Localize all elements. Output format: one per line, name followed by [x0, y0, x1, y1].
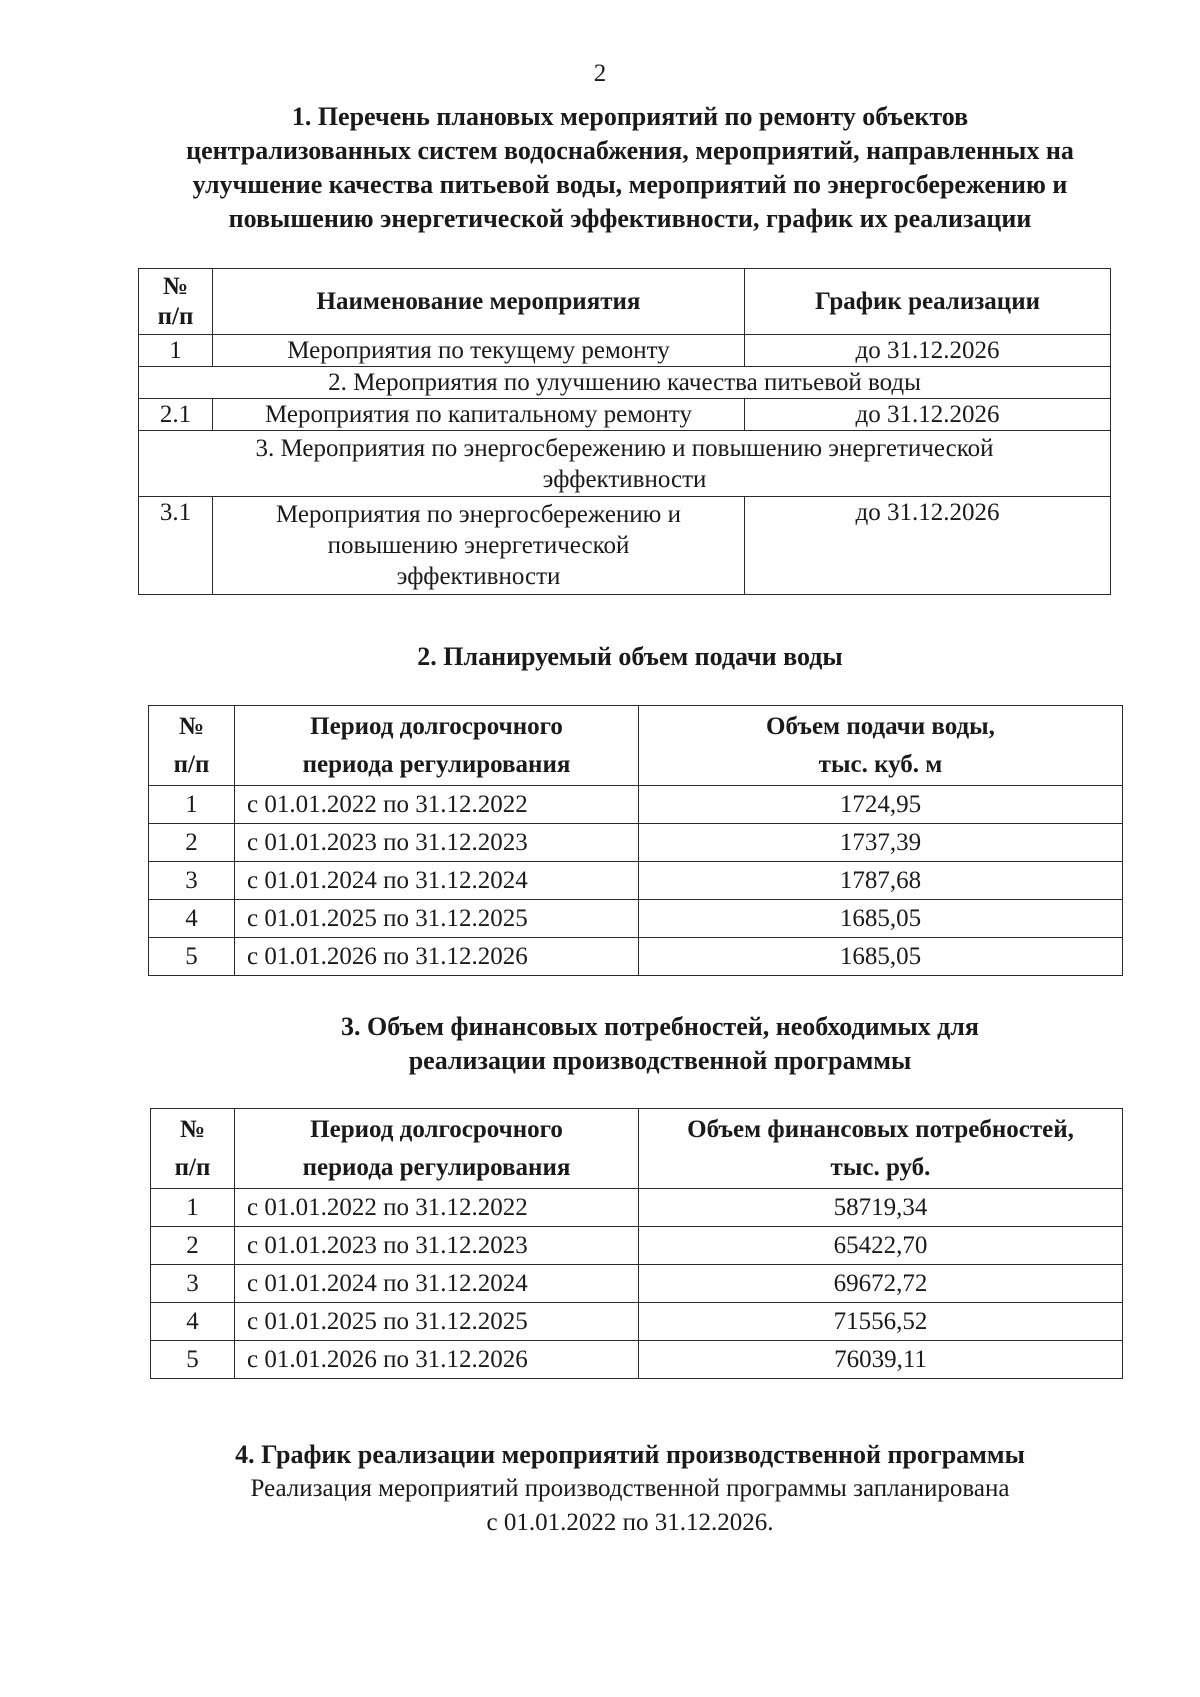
column-header-financial: Объем финансовых потребностей, тыс. руб.: [639, 1109, 1123, 1189]
heading-line: 3. Объем финансовых потребностей, необходимых для: [341, 1012, 979, 1041]
table-row: [149, 862, 1123, 900]
section3-heading: [170, 1010, 1150, 1078]
table-row: [151, 1341, 1123, 1379]
measure-schedule: до 31.12.2026: [745, 497, 1111, 595]
table-header-row: [151, 1109, 1123, 1189]
volume-cell: 1685,05: [639, 900, 1123, 938]
financial-cell: 58719,34: [639, 1189, 1123, 1227]
measures-table: [138, 268, 1111, 595]
column-header-num: № п/п: [151, 1109, 235, 1189]
heading-line: 2. Планируемый объем подачи воды: [417, 642, 843, 671]
period-cell: с 01.01.2023 по 31.12.2023: [235, 1227, 639, 1265]
table-row: [149, 786, 1123, 824]
row-number: 4: [151, 1303, 235, 1341]
period-cell: с 01.01.2023 по 31.12.2023: [235, 824, 639, 862]
table-row: [139, 497, 1111, 595]
row-number: 2: [149, 824, 235, 862]
row-number: 1: [149, 786, 235, 824]
column-header-name: Наименование мероприятия: [213, 269, 745, 335]
section2-heading: [140, 640, 1120, 674]
group-row: [139, 431, 1111, 497]
table-header-row: [149, 706, 1123, 786]
table-row: [151, 1265, 1123, 1303]
column-header-volume: Объем подачи воды, тыс. куб. м: [639, 706, 1123, 786]
heading-line: улучшение качества питьевой воды, мероприятий по энергосбережению и: [192, 170, 1068, 199]
section1-heading: [140, 100, 1120, 236]
section4-text-line: с 01.01.2022 по 31.12.2026.: [486, 1509, 774, 1536]
column-header-num: № п/п: [139, 269, 213, 335]
table-row: [151, 1227, 1123, 1265]
period-cell: с 01.01.2026 по 31.12.2026: [235, 938, 639, 976]
row-number: 1: [151, 1189, 235, 1227]
financial-cell: 69672,72: [639, 1265, 1123, 1303]
period-cell: с 01.01.2025 по 31.12.2025: [235, 900, 639, 938]
page-number: 2: [593, 60, 607, 87]
measure-schedule: до 31.12.2026: [745, 335, 1111, 367]
volume-cell: 1724,95: [639, 786, 1123, 824]
table-row: [149, 938, 1123, 976]
period-cell: с 01.01.2024 по 31.12.2024: [235, 1265, 639, 1303]
financial-cell: 71556,52: [639, 1303, 1123, 1341]
table-row: [151, 1303, 1123, 1341]
volume-cell: 1737,39: [639, 824, 1123, 862]
heading-line: централизованных систем водоснабжения, мероприятий, направленных на: [186, 136, 1074, 165]
row-number: 2.1: [139, 399, 213, 431]
financial-cell: 65422,70: [639, 1227, 1123, 1265]
financial-needs-table: [150, 1108, 1123, 1379]
row-number: 2: [151, 1227, 235, 1265]
column-header-schedule: График реализации: [745, 269, 1111, 335]
table-header-row: [139, 269, 1111, 335]
measure-name: Мероприятия по энергосбережению и повышению энергетической эффективности: [213, 497, 745, 595]
financial-cell: 76039,11: [639, 1341, 1123, 1379]
water-volume-table: [148, 705, 1123, 976]
section4: [140, 1438, 1120, 1540]
row-number: 4: [149, 900, 235, 938]
group-title: 3. Мероприятия по энергосбережению и повышению энергетической эффективности: [139, 431, 1111, 497]
period-cell: с 01.01.2024 по 31.12.2024: [235, 862, 639, 900]
measure-schedule: до 31.12.2026: [745, 399, 1111, 431]
table-row: [149, 900, 1123, 938]
table-row: [139, 399, 1111, 431]
period-cell: с 01.01.2022 по 31.12.2022: [235, 786, 639, 824]
period-cell: с 01.01.2025 по 31.12.2025: [235, 1303, 639, 1341]
section4-heading: 4. График реализации мероприятий производственной программы: [235, 1440, 1025, 1469]
period-cell: с 01.01.2026 по 31.12.2026: [235, 1341, 639, 1379]
volume-cell: 1787,68: [639, 862, 1123, 900]
heading-line: повышению энергетической эффективности, график их реализации: [228, 204, 1032, 233]
column-header-period: Период долгосрочного периода регулирования: [235, 1109, 639, 1189]
heading-line: реализации производственной программы: [408, 1046, 912, 1075]
period-cell: с 01.01.2022 по 31.12.2022: [235, 1189, 639, 1227]
row-number: 1: [139, 335, 213, 367]
column-header-period: Период долгосрочного периода регулирования: [235, 706, 639, 786]
group-row: [139, 367, 1111, 399]
section4-text-line: Реализация мероприятий производственной программы запланирована: [250, 1475, 1010, 1502]
volume-cell: 1685,05: [639, 938, 1123, 976]
row-number: 5: [151, 1341, 235, 1379]
row-number: 3: [151, 1265, 235, 1303]
group-title: 2. Мероприятия по улучшению качества питьевой воды: [139, 367, 1111, 399]
table-row: [151, 1189, 1123, 1227]
column-header-num: № п/п: [149, 706, 235, 786]
measure-name: Мероприятия по капитальному ремонту: [213, 399, 745, 431]
table-row: [149, 824, 1123, 862]
measure-name: Мероприятия по текущему ремонту: [213, 335, 745, 367]
row-number: 5: [149, 938, 235, 976]
row-number: 3: [149, 862, 235, 900]
table-row: [139, 335, 1111, 367]
row-number: 3.1: [139, 497, 213, 595]
heading-line: 1. Перечень плановых мероприятий по ремонту объектов: [291, 102, 969, 131]
